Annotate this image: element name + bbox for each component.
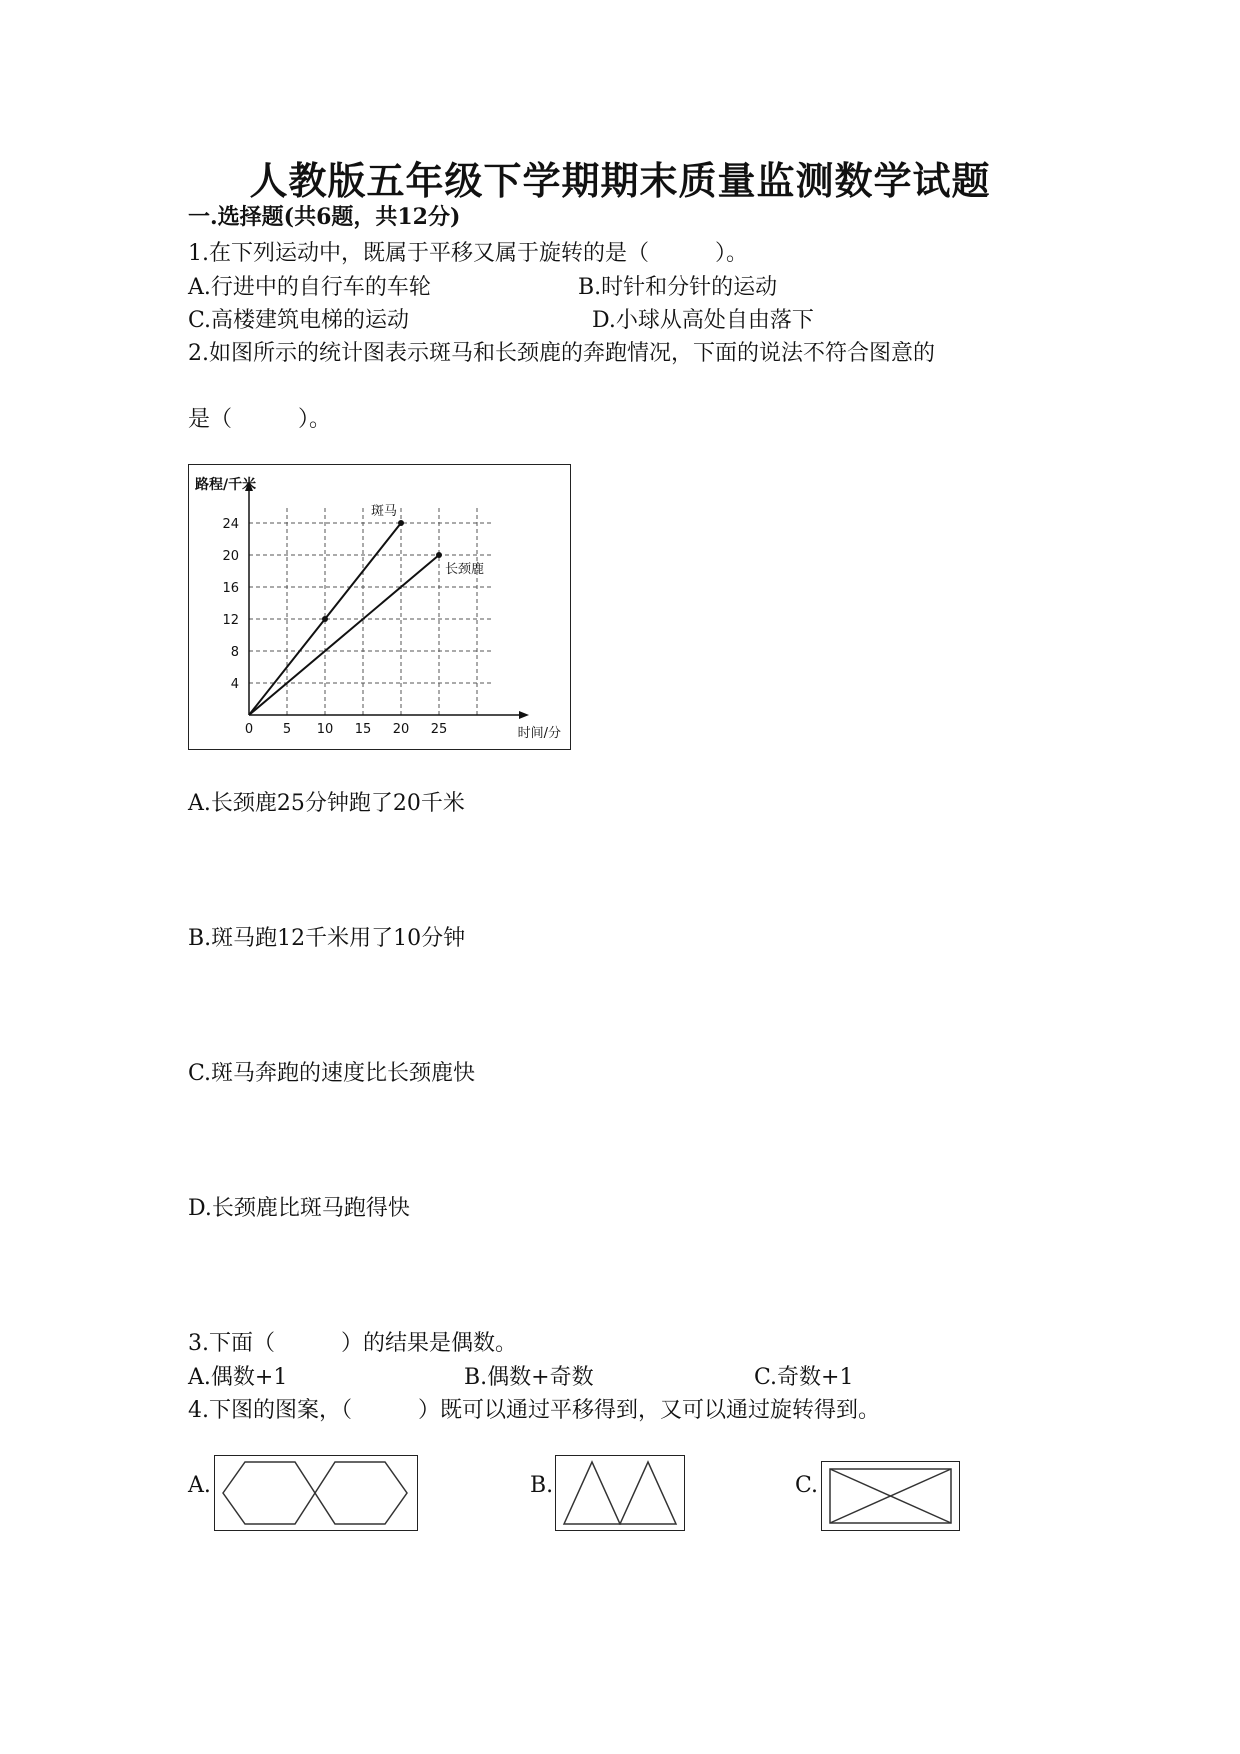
x-tick-label: 0: [244, 722, 254, 737]
series-label-giraffe: 长颈鹿: [445, 562, 485, 577]
x-tick-label: 20: [392, 722, 410, 737]
triangle-pattern-drawing: [556, 1456, 684, 1530]
q1-option-c: C.高楼建筑电梯的运动: [188, 308, 410, 333]
data-point: [398, 520, 404, 526]
q2-option-d: D.长颈鹿比斑马跑得快: [188, 1196, 410, 1221]
q1-option-a: A.行进中的自行车的车轮: [188, 275, 431, 300]
speed-line-chart: [189, 465, 570, 749]
q3-option-a: A.偶数+1: [188, 1365, 288, 1390]
hexagon-pattern-drawing: [215, 1456, 417, 1530]
q1-stem: 1.在下列运动中，既属于平移又属于旋转的是（ ）。: [188, 241, 748, 266]
hexagon-pattern-figure: [214, 1455, 418, 1531]
q4-option-b-label: B.: [530, 1473, 554, 1498]
page-title: 人教版五年级下学期期末质量监测数学试题: [249, 158, 991, 203]
triangle-pattern-figure: [555, 1455, 685, 1531]
q1-option-d: D.小球从高处自由落下: [592, 308, 814, 333]
x-axis-arrow: [519, 711, 529, 719]
x-tick-label: 10: [316, 722, 334, 737]
y-tick-label: 4: [230, 677, 239, 692]
q4-option-a-label: A.: [188, 1473, 211, 1498]
x-tick-label: 5: [282, 722, 292, 737]
x-tick-label: 15: [354, 722, 372, 737]
q2-stem-line2: 是（ ）。: [188, 407, 332, 432]
q3-option-c: C.奇数+1: [754, 1365, 854, 1390]
series-label-zebra: 斑马: [370, 504, 397, 519]
x-tick-label: 25: [430, 722, 448, 737]
series-line-giraffe: [249, 555, 439, 715]
q4-stem: 4.下图的图案，（ ）既可以通过平移得到，又可以通过旋转得到。: [188, 1398, 880, 1423]
q3-option-b: B.偶数+奇数: [464, 1365, 594, 1390]
x-axis-label: 时间/分: [517, 726, 561, 741]
speed-chart-frame: [188, 464, 571, 750]
q3-stem: 3.下面（ ）的结果是偶数。: [188, 1331, 517, 1356]
bowtie-pattern-figure: [821, 1461, 960, 1531]
q2-stem-line1: 2.如图所示的统计图表示斑马和长颈鹿的奔跑情况，下面的说法不符合图意的: [188, 341, 935, 366]
y-tick-label: 8: [230, 645, 239, 660]
section-heading: 一.选择题(共6题，共12分): [188, 204, 461, 230]
bowtie-pattern-drawing: [822, 1462, 959, 1530]
q1-option-b: B.时针和分针的运动: [578, 275, 778, 300]
data-point: [322, 616, 328, 622]
q2-option-c: C.斑马奔跑的速度比长颈鹿快: [188, 1061, 476, 1086]
y-tick-label: 24: [222, 517, 239, 532]
data-point: [436, 552, 442, 558]
q2-option-b: B.斑马跑12千米用了10分钟: [188, 926, 466, 951]
q4-option-c-label: C.: [795, 1473, 819, 1498]
y-tick-label: 12: [222, 613, 239, 628]
y-tick-label: 16: [222, 581, 239, 596]
y-tick-label: 20: [222, 549, 239, 564]
y-axis-label: 路程/千米: [195, 477, 257, 493]
q2-option-a: A.长颈鹿25分钟跑了20千米: [188, 791, 465, 816]
